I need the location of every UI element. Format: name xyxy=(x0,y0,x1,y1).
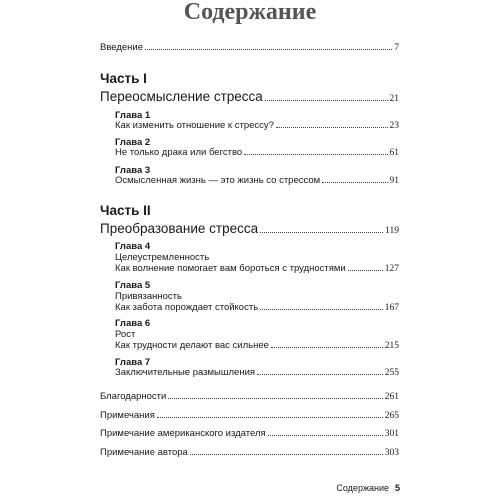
toc-label: Заключительные размышления xyxy=(115,367,256,378)
toc-page-number: 7 xyxy=(394,43,399,53)
chapter-label: Глава 4 xyxy=(115,241,151,252)
chapter-label: Глава 3 xyxy=(115,165,151,176)
toc-label: Осмысленная жизнь — это жизнь со стрессом xyxy=(115,175,321,186)
toc-label: Благодарности xyxy=(100,391,167,402)
toc-entry-part2[interactable] xyxy=(100,221,399,236)
chapter-label: Глава 7 xyxy=(115,357,151,368)
toc-entry-chapter[interactable] xyxy=(115,367,399,378)
running-footer xyxy=(336,483,400,493)
chapter-label: Глава 2 xyxy=(115,137,151,148)
toc-label: Примечание автора xyxy=(100,447,188,458)
toc-entry-part1[interactable] xyxy=(100,89,399,104)
toc-page-number: 261 xyxy=(384,392,399,402)
chapter-subtitle: Рост xyxy=(115,329,136,340)
toc-entry-chapter[interactable] xyxy=(115,120,399,131)
leader-dots xyxy=(260,231,383,233)
toc-page-number: 215 xyxy=(384,341,399,351)
toc-label: Как изменить отношение к стрессу? xyxy=(115,120,274,131)
toc-label: Как трудности делают вас сильнее xyxy=(115,340,269,351)
toc-page-number: 301 xyxy=(384,429,399,439)
leader-dots xyxy=(145,48,392,50)
toc-label: Преобразование стресса xyxy=(100,221,259,236)
toc-entry-chapter[interactable] xyxy=(115,263,399,274)
leader-dots xyxy=(244,153,387,155)
toc-label: Не только драка или бегство xyxy=(115,147,243,158)
toc-page-number: 255 xyxy=(384,368,399,378)
toc-label: Примечание американского издателя xyxy=(100,428,266,439)
leader-dots xyxy=(168,397,382,399)
leader-dots xyxy=(190,453,383,455)
part-heading: Часть II xyxy=(100,203,151,218)
page-title: Содержание xyxy=(183,0,317,25)
toc-page-number: 167 xyxy=(384,303,399,313)
leader-dots xyxy=(322,181,387,183)
leader-dots xyxy=(265,99,388,101)
toc-label: Переосмысление стресса xyxy=(100,89,263,104)
toc-page-number: 21 xyxy=(389,94,399,104)
footer-page-number: 5 xyxy=(394,483,400,493)
toc-page-number: 91 xyxy=(389,176,399,186)
toc-entry-chapter[interactable] xyxy=(115,302,399,313)
chapter-subtitle: Привязанность xyxy=(115,291,182,302)
toc-page-number: 303 xyxy=(384,448,399,458)
chapter-label: Глава 6 xyxy=(115,318,151,329)
toc-entry-notes[interactable] xyxy=(100,410,399,421)
chapter-label: Глава 5 xyxy=(115,280,151,291)
toc-label: Как волнение помогает вам бороться с трудностями xyxy=(115,263,346,274)
toc-page-number: 119 xyxy=(385,226,399,236)
toc-entry-intro[interactable] xyxy=(100,42,399,53)
leader-dots xyxy=(257,373,383,375)
leader-dots xyxy=(271,346,383,348)
toc-entry-chapter[interactable] xyxy=(115,340,399,351)
toc-entry-chapter[interactable] xyxy=(115,175,399,186)
leader-dots xyxy=(268,434,383,436)
toc-label: Как забота порождает стойкость xyxy=(115,302,259,313)
toc-entry-acknowledgements[interactable] xyxy=(100,391,399,402)
footer-label: Содержание xyxy=(336,483,389,493)
toc-entry-author-note[interactable] xyxy=(100,447,399,458)
leader-dots xyxy=(276,126,388,128)
toc-label: Примечания xyxy=(100,410,155,421)
toc-entry-chapter[interactable] xyxy=(115,147,399,158)
toc-entry-publisher-note[interactable] xyxy=(100,428,399,439)
leader-dots xyxy=(348,269,383,271)
leader-dots xyxy=(260,308,383,310)
toc-page-number: 127 xyxy=(384,264,399,274)
chapter-label: Глава 1 xyxy=(115,110,151,121)
toc-page-number: 23 xyxy=(389,121,399,131)
toc-page-number: 61 xyxy=(389,148,399,158)
toc-page-number: 265 xyxy=(384,411,399,421)
leader-dots xyxy=(157,416,383,418)
part-heading: Часть I xyxy=(100,71,147,86)
chapter-subtitle: Целеустремленность xyxy=(115,252,210,263)
toc-label: Введение xyxy=(100,42,144,53)
